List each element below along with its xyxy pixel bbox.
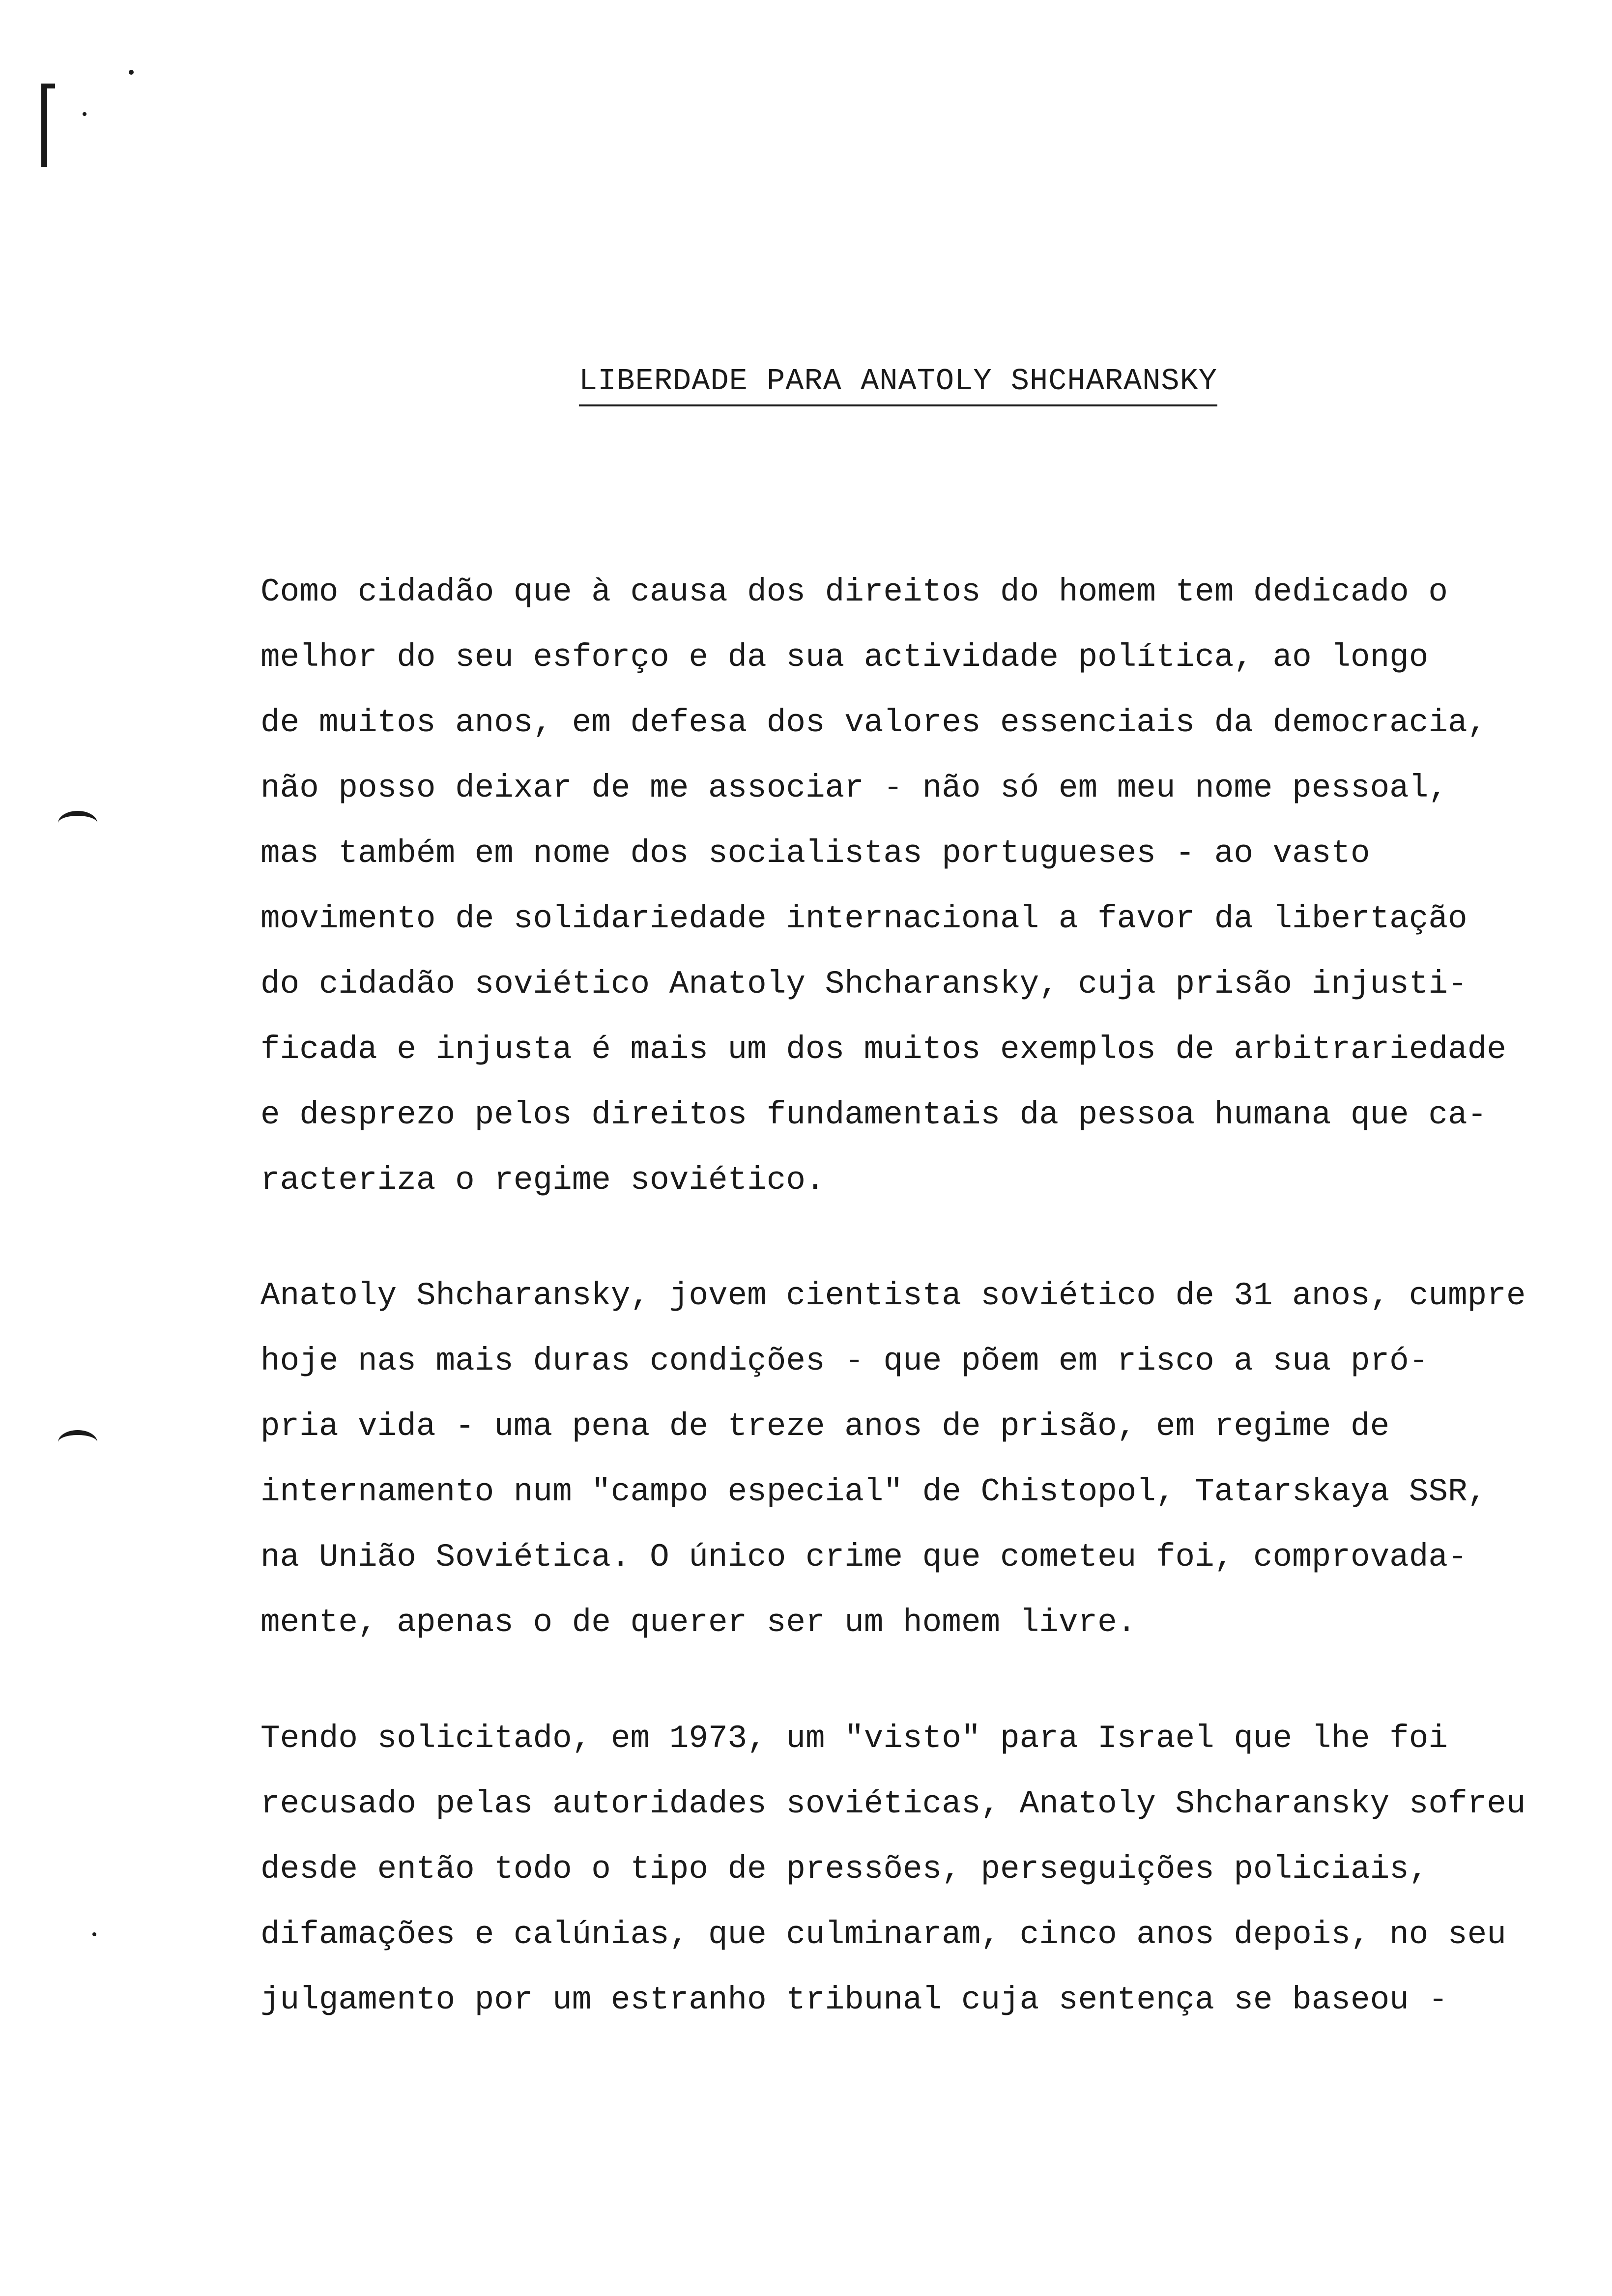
- paragraph-line: mente, apenas o de querer ser um homem livre.: [260, 1604, 1137, 1641]
- paragraph-line: racteriza o regime soviético.: [260, 1162, 825, 1199]
- paragraph-line: Como cidadão que à causa dos direitos do homem tem dedicado o: [260, 574, 1448, 610]
- paragraph-line: não posso deixar de me associar - não só em meu nome pessoal,: [260, 770, 1448, 806]
- paragraph-line: recusado pelas autoridades soviéticas, Anatoly Shcharansky sofreu: [260, 1785, 1526, 1822]
- paragraph-line: julgamento por um estranho tribunal cuja sentença se baseou -: [260, 1981, 1448, 2018]
- paragraph-line: Anatoly Shcharansky, jovem cientista soviético de 31 anos, cumpre: [260, 1277, 1526, 1314]
- punch-hole-mark: [58, 1430, 97, 1455]
- scan-speck: [83, 112, 86, 116]
- paragraph-line: na União Soviética. O único crime que cometeu foi, comprovada-: [260, 1539, 1468, 1576]
- paragraph-line: ficada e injusta é mais um dos muitos exemplos de arbitrariedade: [260, 1031, 1506, 1068]
- paragraph-line: e desprezo pelos direitos fundamentais da pessoa humana que ca-: [260, 1096, 1487, 1133]
- paragraph-line: melhor do seu esforço e da sua actividade política, ao longo: [260, 639, 1429, 676]
- paragraph-line: Tendo solicitado, em 1973, um "visto" para Israel que lhe foi: [260, 1720, 1448, 1757]
- punch-hole-mark: [58, 811, 97, 835]
- paragraph-line: hoje nas mais duras condições - que põem em risco a sua pró-: [260, 1343, 1429, 1379]
- margin-bracket-top-mark: [41, 84, 55, 88]
- paragraph-line: desde então todo o tipo de pressões, perseguições policiais,: [260, 1851, 1429, 1888]
- paragraph-line: difamações e calúnias, que culminaram, cinco anos depois, no seu: [260, 1916, 1506, 1953]
- paragraph-line: de muitos anos, em defesa dos valores essenciais da democracia,: [260, 704, 1487, 741]
- paragraph-line: internamento num "campo especial" de Chistopol, Tatarskaya SSR,: [260, 1473, 1487, 1510]
- paragraph-line: mas também em nome dos socialistas portugueses - ao vasto: [260, 835, 1370, 872]
- document-title: LIBERDADE PARA ANATOLY SHCHARANSKY: [579, 364, 1217, 406]
- paragraph-line: pria vida - uma pena de treze anos de prisão, em regime de: [260, 1408, 1390, 1445]
- scan-speck: [92, 1932, 96, 1936]
- margin-bracket-mark: [41, 84, 47, 167]
- paragraph-line: do cidadão soviético Anatoly Shcharansky, cuja prisão injusti-: [260, 966, 1468, 1003]
- scan-speck: [129, 70, 134, 75]
- paragraph-line: movimento de solidariedade internacional a favor da libertação: [260, 900, 1468, 937]
